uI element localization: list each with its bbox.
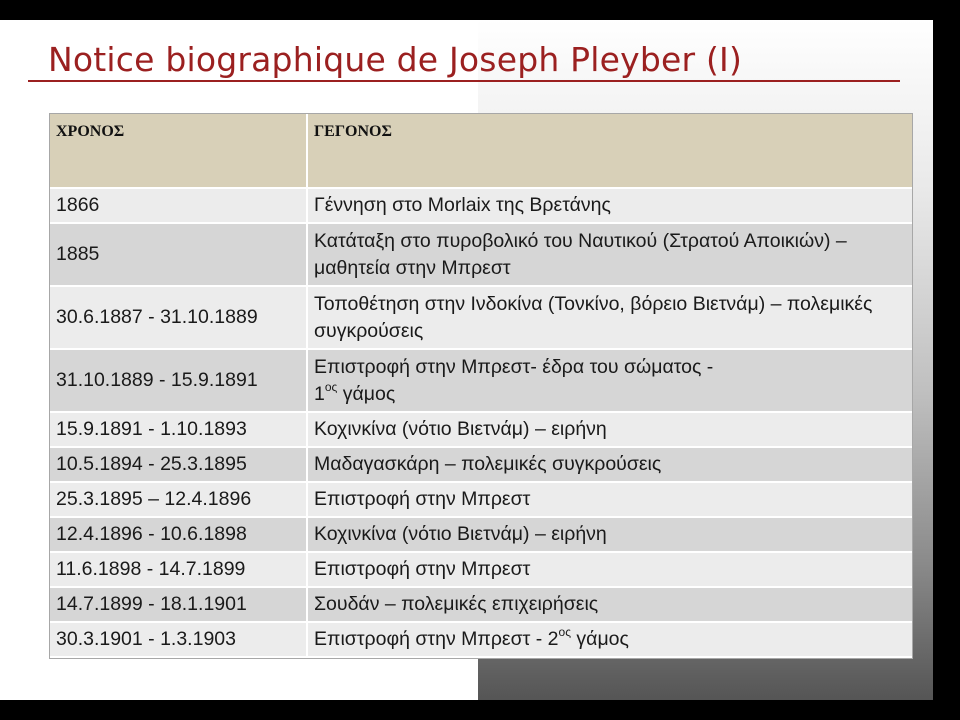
- event-cell: Κοχινκίνα (νότιο Βιετνάμ) – ειρήνη: [307, 412, 912, 447]
- table-row: [50, 223, 912, 286]
- table-row: [50, 447, 912, 482]
- event-cell: Κοχινκίνα (νότιο Βιετνάμ) – ειρήνη: [307, 517, 912, 552]
- event-ordinal-suffix: ος: [558, 625, 571, 639]
- title-underline: [28, 80, 900, 82]
- slide: [0, 20, 933, 700]
- event-text-tail: γάμος: [571, 628, 629, 650]
- event-cell: Επιστροφή στην Μπρεστ: [307, 552, 912, 587]
- event-cell: [307, 622, 912, 657]
- event-cell: Γέννηση στο Morlaix της Βρετάνης: [307, 188, 912, 223]
- event-text: Επιστροφή στην Μπρεστ - 2: [314, 628, 559, 650]
- event-cell: Μαδαγασκάρη – πολεμικές συγκρούσεις: [307, 447, 912, 482]
- table-row: [50, 188, 912, 223]
- slide-title: Notice biographique de Joseph Pleyber (I): [48, 40, 743, 79]
- header-event: ΓΕΓΟΝΟΣ: [307, 114, 912, 188]
- year-cell: 12.4.1896 - 10.6.1898: [50, 517, 307, 552]
- event-cell: Σουδάν – πολεμικές επιχειρήσεις: [307, 587, 912, 622]
- year-cell: 10.5.1894 - 25.3.1895: [50, 447, 307, 482]
- table-row: [50, 622, 912, 657]
- year-cell: 30.6.1887 - 31.10.1889: [50, 286, 307, 349]
- year-cell: 11.6.1898 - 14.7.1899: [50, 552, 307, 587]
- table-row: [50, 587, 912, 622]
- year-cell: 25.3.1895 – 12.4.1896: [50, 482, 307, 517]
- header-year: ΧΡΟΝΟΣ: [50, 114, 307, 188]
- year-cell: 30.3.1901 - 1.3.1903: [50, 622, 307, 657]
- event-ordinal: 1: [314, 382, 325, 405]
- table-row: [50, 482, 912, 517]
- table-row: [50, 552, 912, 587]
- year-cell: 31.10.1889 - 15.9.1891: [50, 349, 307, 412]
- table-row: [50, 412, 912, 447]
- event-cell: Τοποθέτηση στην Ινδοκίνα (Τονκίνο, βόρειο Βιετνάμ) – πολεμικές συγκρούσεις: [307, 286, 912, 349]
- event-cell: Κατάταξη στο πυροβολικό του Ναυτικού (Στρατού Αποικιών) – μαθητεία στην Μπρεστ: [307, 223, 912, 286]
- biography-table: [50, 114, 912, 658]
- event-cell: [307, 349, 912, 412]
- event-text: Επιστροφή στην Μπρεστ- έδρα του σώματος -: [314, 355, 714, 378]
- year-cell: 14.7.1899 - 18.1.1901: [50, 587, 307, 622]
- year-cell: 1885: [50, 223, 307, 286]
- table-row: [50, 349, 912, 412]
- event-cell: Επιστροφή στην Μπρεστ: [307, 482, 912, 517]
- table-row: [50, 286, 912, 349]
- year-cell: 1866: [50, 188, 307, 223]
- table-header-row: [50, 114, 912, 188]
- table-row: [50, 517, 912, 552]
- event-text-tail: γάμος: [337, 382, 396, 405]
- event-ordinal-suffix: ος: [324, 379, 338, 394]
- year-cell: 15.9.1891 - 1.10.1893: [50, 412, 307, 447]
